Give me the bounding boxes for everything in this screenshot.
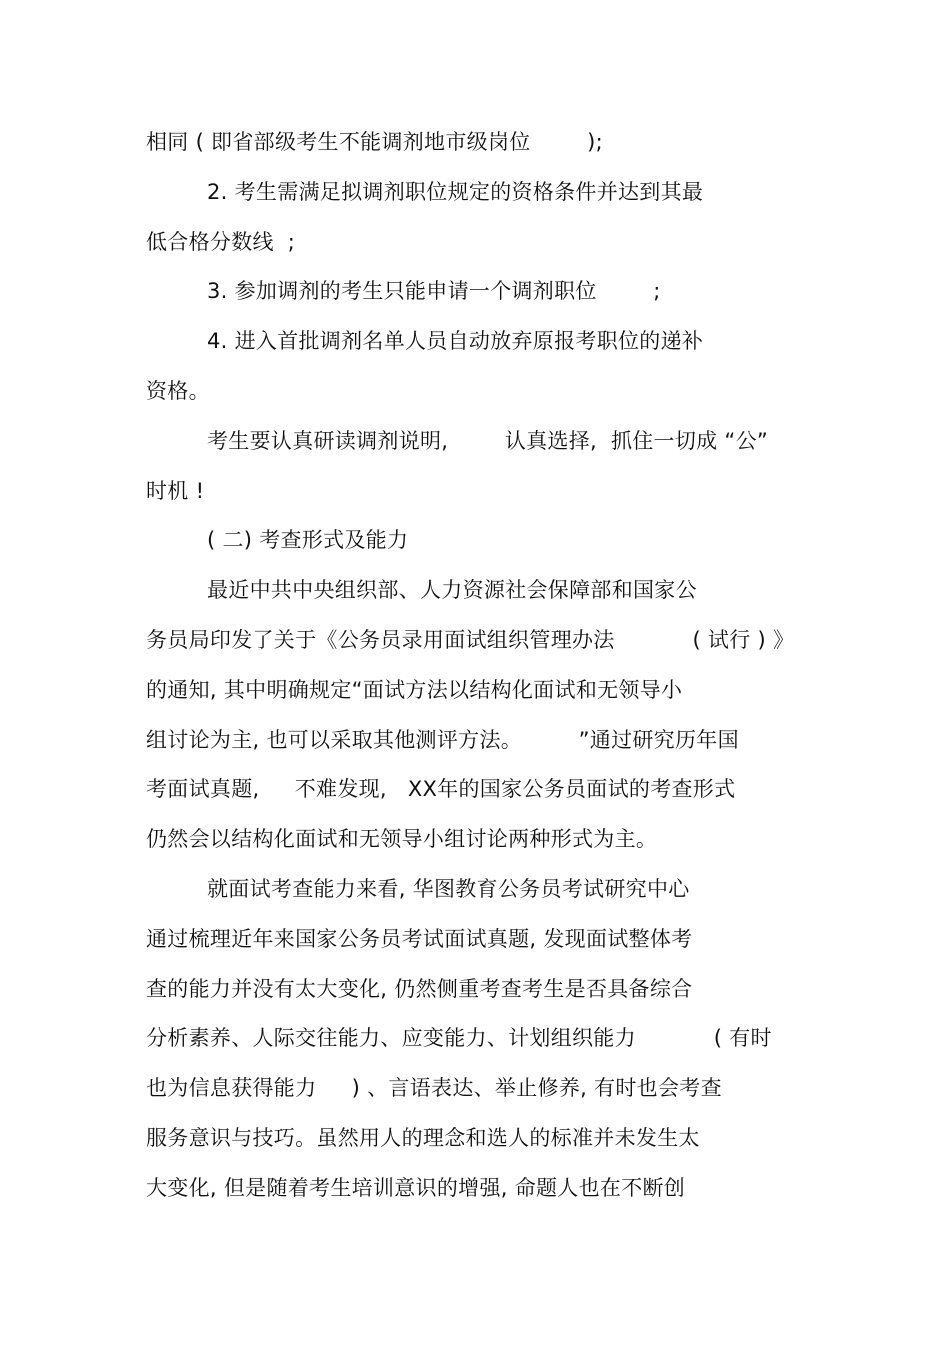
text-line: 2. 考生需满足拟调剂职位规定的资格条件并达到其最 (207, 180, 704, 204)
section-heading: ( 二) 考查形式及能力 (207, 528, 409, 552)
text-line: 分析素养、人际交往能力、应变能力、计划组织能力 ( 有时 (146, 1026, 772, 1050)
text-line: 低合格分数线 ; (146, 230, 296, 254)
text-line: 3. 参加调剂的考生只能申请一个调剂职位 ; (207, 279, 661, 303)
text-line: 就面试考查能力来看, 华图教育公务员考试研究中心 (207, 877, 690, 901)
text-line: 考面试真题, 不难发现, XX年的国家公务员面试的考查形式 (146, 777, 736, 801)
text-line: 通过梳理近年来国家公务员考试面试真题, 发现面试整体考 (146, 927, 693, 951)
text-line: 时机 ! (146, 479, 205, 503)
text-line: 也为信息获得能力 ) 、言语表达、举止修养, 有时也会考查 (146, 1076, 722, 1100)
text-line: 资格。 (146, 379, 210, 403)
text-line: 查的能力并没有太大变化, 仍然侧重考查考生是否具备综合 (146, 977, 693, 1001)
text-line: 4. 进入首批调剂名单人员自动放弃原报考职位的递补 (207, 329, 704, 353)
text-line: 相同 ( 即省部级考生不能调剂地市级岗位 ); (146, 130, 603, 154)
text-line: 务员局印发了关于《公务员录用面试组织管理办法 ( 试行 ) 》 (146, 628, 795, 652)
text-line: 服务意识与技巧。虽然用人的理念和选人的标准并未发生太 (146, 1126, 700, 1150)
text-line: 的通知, 其中明确规定“面试方法以结构化面试和无领导小 (146, 678, 683, 702)
text-line: 最近中共中央组织部、人力资源社会保障部和国家公 (207, 578, 697, 602)
text-line: 组讨论为主, 也可以采取其他测评方法。 ”通过研究历年国 (146, 728, 739, 752)
text-line: 仍然会以结构化面试和无领导小组讨论两种形式为主。 (146, 827, 658, 851)
text-line: 考生要认真研读调剂说明, 认真选择, 抓住一切成 “公” (207, 429, 769, 453)
text-line: 大变化, 但是随着考生培训意识的增强, 命题人也在不断创 (146, 1176, 686, 1200)
